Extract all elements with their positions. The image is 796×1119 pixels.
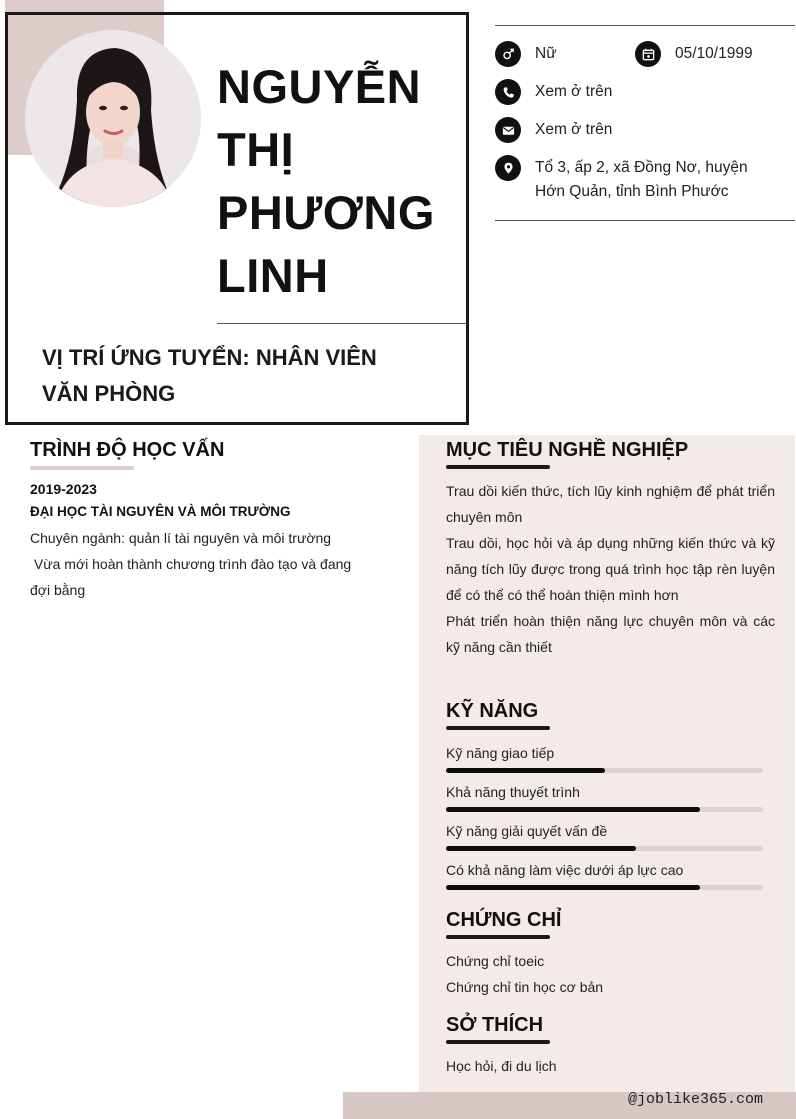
divider: [495, 25, 795, 26]
name-line: PHƯƠNG: [217, 186, 435, 239]
skill-bar-fill: [446, 807, 700, 812]
certificate-list: [446, 948, 775, 1000]
goal-item: Trau dồi, học hỏi và áp dụng những kiến thức và kỹ năng tích lũy được trong quá trình học tập rèn luyện để có thể có thể hoàn thiện mình hơn: [446, 535, 775, 603]
skill-item: [446, 744, 763, 773]
skill-bar-track: [446, 885, 763, 890]
gender-value: Nữ: [535, 45, 557, 62]
birthdate-value: 05/10/1999: [675, 45, 753, 62]
goals-heading: MỤC TIÊU NGHỀ NGHIỆP: [446, 439, 689, 461]
skill-label: Có khả năng làm việc dưới áp lực cao: [446, 862, 684, 878]
portrait-photo: [25, 30, 201, 207]
goal-item: Trau dồi kiến thức, tích lũy kinh nghiệm để phát triển chuyên môn: [446, 483, 775, 525]
skills-heading: KỸ NĂNG: [446, 700, 539, 722]
certificates-heading: CHỨNG CHỈ: [446, 909, 562, 931]
education-years: 2019-2023: [30, 481, 97, 497]
address-value: Tổ 3, ấp 2, xã Đồng Nơ, huyện Hớn Quản, tỉnh Bình Phước: [535, 159, 748, 200]
name-line: THỊ: [217, 123, 295, 176]
hobbies-heading: SỞ THÍCH: [446, 1014, 544, 1036]
skill-bar-track: [446, 807, 763, 812]
education-heading: TRÌNH ĐỘ HỌC VẤN: [30, 439, 225, 461]
gender-icon: [495, 41, 521, 67]
skill-bar-track: [446, 846, 763, 851]
contact-email: [495, 118, 612, 143]
candidate-name: [217, 55, 457, 307]
contact-birthdate: [635, 42, 753, 67]
divider: [495, 220, 795, 221]
phone-value: Xem ở trên: [535, 83, 613, 100]
skill-item: [446, 861, 763, 890]
mail-icon: [495, 117, 521, 143]
name-line: NGUYỄN: [217, 60, 422, 113]
goal-item: Phát triển hoàn thiện năng lực chuyên môn và các kỹ năng cần thiết: [446, 613, 775, 655]
education-major: Chuyên ngành: quản lí tài nguyên và môi trường: [30, 530, 332, 546]
skill-bar-fill: [446, 768, 605, 773]
heading-underline: [446, 465, 550, 469]
contact-gender: [495, 42, 557, 67]
heading-underline: [30, 466, 134, 470]
heading-underline: [446, 726, 550, 730]
education-note: Vừa mới hoàn thành chương trình đào tạo và đang đợi bằng: [30, 556, 356, 598]
skill-bar-track: [446, 768, 763, 773]
heading-underline: [446, 935, 550, 939]
skill-item: [446, 783, 763, 812]
contact-address: [495, 156, 765, 204]
skill-label: Kỹ năng giao tiếp: [446, 745, 555, 761]
hobbies-text: Học hỏi, đi du lịch: [446, 1058, 557, 1074]
certificate-item: Chứng chỉ toeic: [446, 953, 545, 969]
email-value: Xem ở trên: [535, 121, 613, 138]
phone-icon: [495, 79, 521, 105]
divider: [217, 323, 466, 324]
education-school: ĐẠI HỌC TÀI NGUYÊN VÀ MÔI TRƯỜNG: [30, 504, 291, 519]
certificate-item: Chứng chỉ tin học cơ bản: [446, 979, 604, 995]
skill-label: Khả năng thuyết trình: [446, 784, 580, 800]
watermark: @joblike365.com: [628, 1091, 764, 1108]
calendar-icon: [635, 41, 661, 67]
name-line: LINH: [217, 249, 329, 302]
contact-phone: [495, 80, 612, 105]
heading-underline: [446, 1040, 550, 1044]
location-icon: [495, 155, 521, 181]
education-description: [30, 525, 370, 603]
position-title: VỊ TRÍ ỨNG TUYỂN: NHÂN VIÊN VĂN PHÒNG: [42, 345, 377, 406]
skill-bar-fill: [446, 846, 636, 851]
skill-bar-fill: [446, 885, 700, 890]
skill-label: Kỹ năng giải quyết vấn đề: [446, 823, 608, 839]
skill-item: [446, 822, 763, 851]
goals-list: [446, 478, 775, 660]
avatar: [25, 30, 201, 207]
